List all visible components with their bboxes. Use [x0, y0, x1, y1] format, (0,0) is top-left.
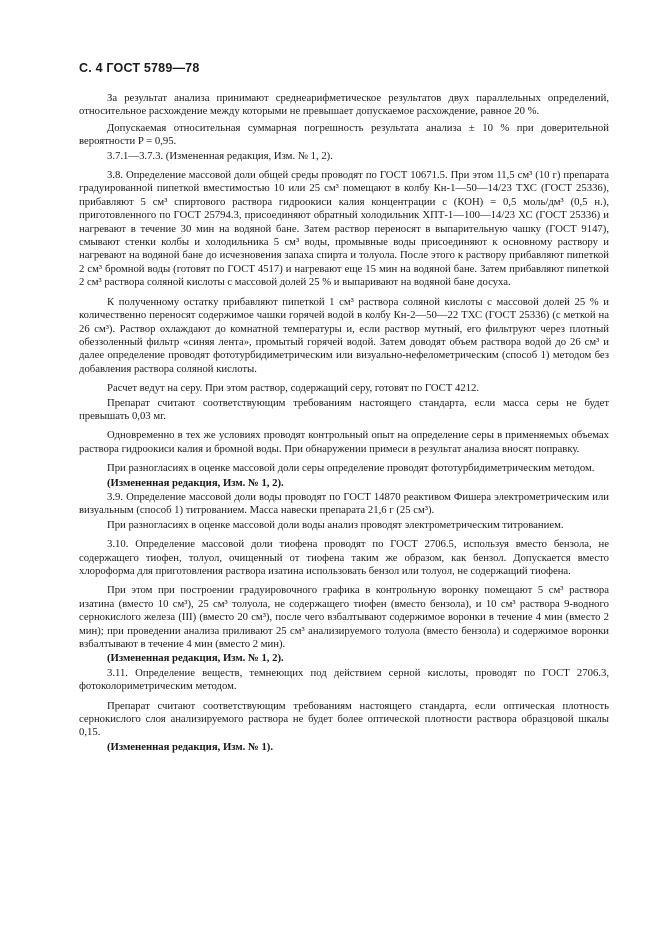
paragraph-error-margin: Допускаемая относительная суммарная погрешность результата анализа ± 10 % при доверительной вероятности P = 0,95.	[79, 121, 609, 148]
paragraph-sulfur-calc: Расчет ведут на серу. При этом раствор, содержащий серу, готовят по ГОСТ 4212.	[107, 382, 480, 395]
paragraph-optical-density: Препарат считают соответствующим требованиям настоящего стандарта, если оптическая плотность сернокислого слоя анализируемого раствора не будет более оптической плотности раствора образцовой шкалы 0,15.	[79, 699, 609, 739]
paragraph-3-10-thiophene: 3.10. Определение массовой доли тиофена проводят по ГОСТ 2706.5, используя вместо бензола, не содержащего тиофен, толуол, очищенный от тиофена таким же образом, как бензол. Допускается вместо хлороформа для приготовления раствора изатина использовать бензол или толуол, не содержащий тиофена.	[79, 538, 609, 577]
page-header: С. 4 ГОСТ 5789—78	[79, 61, 200, 75]
paragraph-result-average: За результат анализа принимают среднеарифметическое результатов двух параллельных определений, относительное расхождение между которыми не превышает допускаемое расхождение, равное 20 %.	[79, 92, 609, 118]
paragraph-revision-3-11: (Измененная редакция, Изм. № 1).	[107, 740, 274, 753]
paragraph-revision-3-8: (Измененная редакция, Изм. № 1, 2).	[107, 476, 284, 489]
paragraph-water-dispute: При разногласиях в оценке массовой доли воды анализ проводят электрометрическим титрованием.	[107, 518, 564, 531]
paragraph-revision-3-10: (Измененная редакция, Изм. № 1, 2).	[107, 652, 284, 665]
paragraph-sulfur-limit: Препарат считают соответствующим требованиям настоящего стандарта, если масса серы не будет превышать 0,03 мг.	[79, 396, 609, 422]
paragraph-revision-3-7: 3.7.1—3.7.3. (Измененная редакция, Изм. № 1, 2).	[107, 149, 333, 162]
paragraph-control-test: Одновременно в тех же условиях проводят контрольный опыт на определение серы в применяемых объемах раствора гидроокиси калия и бромной воды. При обнаружении примеси в результат анализа вносят поправку.	[79, 429, 609, 455]
paragraph-3-11-darkening: 3.11. Определение веществ, темнеющих под действием серной кислоты, проводят по ГОСТ 2706.3, фотоколориметрическим методом.	[79, 666, 609, 693]
paragraph-sulfur-dispute: При разногласиях в оценке массовой доли серы определение проводят фототурбидиметрическим методом.	[107, 462, 595, 475]
paragraph-thiophene-calibration: При этом при построении градуировочного графика в контрольную воронку помещают 5 см³ раствора изатина (вместо 10 см³), 25 см³ толуола, не содержащего тиофен (вместо бензола), и 10 см³ раствора 9-водного сернокислого железа (III) (вместо 20 см³), после чего взбалтывают содержимое воронки в течение 4 мин (вместо 2 мин); при проведении анализа приливают 25 см³ анализируемого толуола (вместо бензола) и содержимое воронки взбалтывают в течение 4 мин (вместо 2 мин).	[79, 584, 609, 651]
document-body	[79, 92, 609, 755]
paragraph-3-8-residue: К полученному остатку прибавляют пипеткой 1 см³ раствора соляной кислоты с массовой долей 25 % и количественно переносят содержимое чашки горячей водой в колбу Кн-2—50—22 ТХС (ГОСТ 25336) (с меткой на 26 см³). Раствор охлаждают до комнатной температуры и, если раствор мутный, его фильтруют через плотный обеззоленный фильтр «синяя лента», промытый горячей водой. Затем доводят объем раствора водой до 26 см³ и далее определение проводят фототурбидиметрическим или визуально-нефелометрическим (способ 1) методом без добавления раствора соляной кислоты.	[79, 295, 609, 375]
paragraph-3-9-water: 3.9. Определение массовой доли воды проводят по ГОСТ 14870 реактивом Фишера электрометрическим или визуальным (способ 1) титрованием. Масса навески препарата 21,6 г (25 см³).	[79, 490, 609, 517]
paragraph-3-8-sulfur: 3.8. Определение массовой доли общей среды проводят по ГОСТ 10671.5. При этом 11,5 см³ (10 г) препарата градуированной пипеткой вместимостью 10 или 25 см³ помещают в колбу Кн-1—50—14/23 ТХС (ГОСТ 25336), прибавляют 5 см³ спиртового раствора гидроокиси калия концентрации с (КОН) = 0,5 моль/дм³ (0,5 н.), приготовленного по ГОСТ 25794.3, присоединяют обратный холодильник ХПТ-1—100—14/23 ХС (ГОСТ 25336) и нагревают в течение 30 мин на водяной бане. Затем раствор переносят в выпарительную чашку (ГОСТ 9147), смывают стенки колбы и холодильника 5 см³ воды, промывные воды присоединяют к основному раствору и нагревают на водяной бане до исчезновения запаха спирта и толуола. После этого к раствору прибавляют пипеткой 2 см³ бромной воды (готовят по ГОСТ 4517) и нагревают еще 15 мин на водяной бане. Затем прибавляют пипеткой 2 см³ раствора соляной кислоты с массовой долей 25 % и выпаривают на водяной бане досуха.	[79, 169, 609, 289]
